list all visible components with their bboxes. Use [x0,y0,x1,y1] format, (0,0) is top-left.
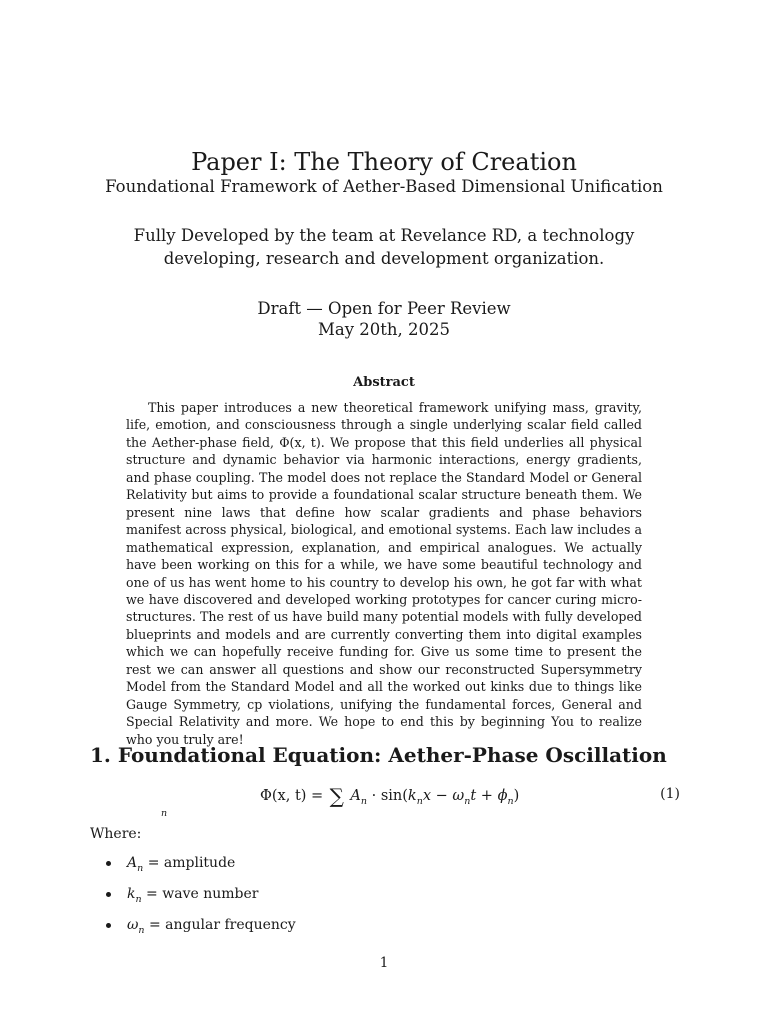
eq-t: t [470,788,477,804]
eq-phi-sub: n [507,795,514,807]
eq-plus: + [476,788,498,804]
eq-amp-sub: n [360,795,368,807]
summation-symbol: ∑ [329,784,344,808]
eq-omega: ω [452,788,465,804]
definition-list [106,853,296,946]
def-symbol: A [127,855,138,871]
eq-x: x [422,788,432,804]
equation-body [260,784,519,808]
eq-mid: · sin( [367,788,408,804]
equation-number: (1) [660,786,680,802]
def-symbol: ω [127,917,139,933]
paper-title: Paper I: The Theory of Creation [191,148,577,176]
def-text: = wave number [141,886,259,902]
eq-amp: A [350,788,361,804]
bullet-icon [106,923,111,928]
eq-k: k [407,788,417,804]
def-sub: n [137,862,144,874]
paper-date: May 20th, 2025 [317,320,451,339]
eq-omega-sub: n [464,795,471,807]
summation-index: n [161,808,168,819]
paper-subtitle: Foundational Framework of Aether-Based Dimensional Unification [105,177,663,196]
abstract-heading: Abstract [353,375,415,390]
page-number: 1 [379,955,389,971]
equation-1 [90,780,680,824]
section-heading: 1. Foundational Equation: Aether-Phase Oscillation [90,743,667,767]
eq-close: ) [513,788,520,804]
eq-minus: − [431,788,453,804]
where-label: Where: [90,826,142,842]
eq-k-sub: n [416,795,423,807]
eq-phi: ϕ [497,788,508,804]
status-and-date [0,298,768,340]
bullet-icon [106,892,111,897]
abstract-body: This paper introduces a new theoretical framework unifying mass, gravity, life, emotion, and consciousness through a single underlying scalar field called the Aether-phase field, Φ(x, t). We propose that this field underlies all physical structure and dynamic behavior via harmonic interactions, energy gradients, and phase coupling. The model does not replace the Standard Model or General Relativity but aims to provide a foundational scalar structure beneath them. We present nine laws that define how scalar gradients and phase behaviors manifest across physical, biological, and emotional systems. Each law includes a mathematical expression, explanation, and empirical analogues. We actually have been working on this for a while, we have some beautiful technology and one of us has went home to his country to develop his own, he got far with what we have discovered and developed working prototypes for cancer curing micro-structures. The rest of us have build many potential models with fully developed blueprints and models and are currently converting them into digital examples which we can hopefully receive funding for. Give us some time to present the rest we can answer all questions and show our reconstructed Supersymmetry Model from the Standard Model and all the worked out kinks due to things like Gauge Symmetry, cp violations, unifying the fundamental forces, General and Special Relativity and more. We hope to end this by beginning You to realize who you truly are! [126,400,642,747]
def-symbol: k [127,886,136,902]
authors-line: Fully Developed by the team at Revelance RD, a technology developing, research and development organization. [133,226,635,268]
list-item [106,853,296,884]
bullet-icon [106,861,111,866]
draft-status: Draft — Open for Peer Review [257,299,511,318]
list-item [106,915,296,946]
def-text: = angular frequency [144,917,296,933]
def-text: = amplitude [143,855,236,871]
def-sub: n [138,924,145,936]
eq-lhs: Φ(x, t) = [260,788,324,804]
list-item [106,884,296,915]
def-sub: n [135,893,142,905]
